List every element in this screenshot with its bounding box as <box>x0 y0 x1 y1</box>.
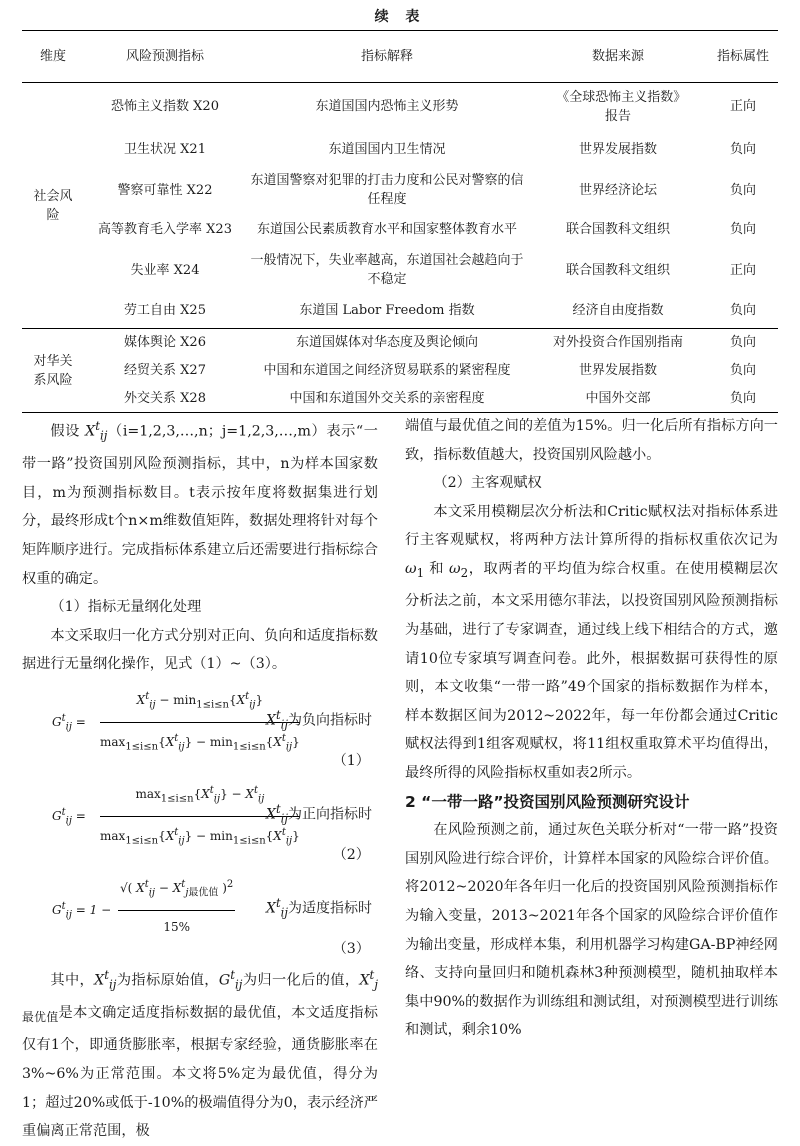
explanation-cell: 中国和东道国外交关系的亲密程度 <box>246 385 528 413</box>
explanation-cell: 东道国国内恐怖主义形势 <box>315 99 459 115</box>
explanation-cell: 一般情况下，失业率越高，东道国社会越趋向于不稳定 <box>250 253 524 287</box>
paragraph: 其中，$X^t_{ij}$为指标原始值，$G^t_{ij}$为归一化后的值，$X^t_{j最优值}$是本文确定适度指标数据的最优值，本文适度指标仅有1个，即通货膨胀率，根据专家经验，通货膨胀率在3%~6%为正常范围。本文将5%定为最优值，得分为1；超过20%或低于-10%的极端值得分为0，表示经济严重偏离正常范围，极 <box>22 967 378 1140</box>
header-explanation: 指标解释 <box>246 31 528 83</box>
attribute-cell: 负向 <box>708 293 778 329</box>
header-dimension: 维度 <box>22 31 84 83</box>
indicator-cell: 警察可靠性 X22 <box>117 182 213 198</box>
table-row <box>22 83 778 131</box>
risk-indicator-table <box>22 30 778 413</box>
right-column <box>405 412 778 1045</box>
attribute-cell: 负向 <box>729 182 756 198</box>
source-cell: 《全球恐怖主义指数》报告 <box>556 89 680 124</box>
source-cell: 经济自由度指数 <box>528 293 708 329</box>
paragraph: 端值与最优值之间的差值为15%。归一化后所有指标方向一致，指标数值越大，投资国别风险越小。 <box>405 418 778 463</box>
indicator-cell: 经贸关系 X27 <box>124 363 206 378</box>
dimension-cell: 对华关系风险 <box>22 329 84 413</box>
paragraph: 在风险预测之前，通过灰色关联分析对“一带一路”投资国别风险进行综合评价，计算样本国家的风险综合评价值。将2012~2020年各年归一化后的投资国别风险预测指标作为输入变量，2013~2021年各个国家的风险综合评价值作为输出变量，形成样本集，利用机器学习构建GA-BP神经网络、支持向量回归和随机森林3种预测模型，随机抽取样本集中90%的数据作为训练组和测试组，对预测模型进行训练和测试，剩余10% <box>405 822 778 1039</box>
indicator-cell: 劳工自由 X25 <box>84 293 246 329</box>
attribute-cell: 负向 <box>729 363 756 378</box>
indicator-cell: 卫生状况 X21 <box>124 142 206 157</box>
attribute-cell: 正向 <box>729 262 756 278</box>
equation-number: （2） <box>332 846 370 863</box>
paragraph: 假设 $X^t_{ij}(i=1,2,3,\dots,n$；j=1,2,3,…,m）表示“一带一路”投资国别风险预测指标，其中，n为样本国家数目，m为预测指标数目。t表示按年度将数据集进行划分，最终形成t个n×m维数值矩阵，数据处理将针对每个矩阵顺序进行。完成指标体系建立后还需要进行指标综合权重的确定。 <box>22 419 378 587</box>
attribute-cell: 正向 <box>729 99 756 115</box>
subheading: （2）主客观赋权 <box>433 475 542 492</box>
header-attribute: 指标属性 <box>708 31 778 83</box>
table-row <box>22 293 778 329</box>
indicator-cell: 媒体舆论 X26 <box>124 335 206 351</box>
attribute-cell: 负向 <box>729 142 756 157</box>
table-row <box>22 248 778 293</box>
table-row <box>22 212 778 248</box>
equation-number: （1） <box>332 752 370 769</box>
equation-3: $G^t_{ij} = 1$ − √( $X^t_{ij} - X^t_{j最优值}$ )$^2$ 15% $X^t_{ij}$为适度指标时 <box>22 867 378 937</box>
source-cell: 联合国教科文组织 <box>565 262 670 278</box>
paragraph: 本文采用模糊层次分析法和Critic赋权法对指标体系进行主客观赋权，将两种方法计算所得的指标权重依次记为 $\omega_1$ 和 $\omega_2$，取两者的平均值为综合权重。在使用模糊层次分析法之前，本文采用德尔菲法，以投资国别风险预测指标为基础，进行了专家调查，通过线上线下相结合的方式，邀请10位专家填写调查问卷。此外，根据数据可获得性的原则，本文收集“一带一路”49个国家的指标数据作为样本，样本数据区间为2012~2022年，每一年份都会通过Critic赋权法得到1组客观赋权，将11组权重取算术平均值得出，最终所得的风险指标权重如表2所示。 <box>405 503 778 781</box>
left-column <box>22 412 378 1146</box>
explanation-cell: 东道国警察对犯罪的打击力度和公民对警察的信任程度 <box>250 173 524 207</box>
indicator-cell: 失业率 X24 <box>130 262 200 278</box>
explanation-cell: 中国和东道国之间经济贸易联系的紧密程度 <box>263 363 511 378</box>
attribute-cell: 负向 <box>708 385 778 413</box>
source-cell: 联合国教科文组织 <box>565 222 670 237</box>
table-row <box>22 131 778 169</box>
table-row <box>22 169 778 212</box>
table-row <box>22 357 778 385</box>
explanation-cell: 东道国公民素质教育水平和国家整体教育水平 <box>256 222 517 237</box>
table-row <box>22 385 778 413</box>
subheading: （1）指标无量纲化处理 <box>50 599 202 616</box>
source-cell: 对外投资合作国别指南 <box>552 335 683 351</box>
equation-2: $G^t_{ij}$ = $\max_{1\le i\le n}\{X^t_{ij}\} - X^t_{ij}$ $\max_{1\le i\le n}\{X^t_{ij}\} - \min_{1\le i\le n}\{X^t_{ij}\}$ $X^t_{ij}$为正向指标时 <box>22 773 378 843</box>
header-indicator: 风险预测指标 <box>84 31 246 83</box>
source-cell: 世界发展指数 <box>578 363 657 378</box>
dimension-cell: 社会风险 <box>22 83 84 329</box>
indicator-cell: 高等教育毛入学率 X23 <box>98 222 232 237</box>
attribute-cell: 负向 <box>729 222 756 237</box>
table-caption: 续 表 <box>374 9 426 25</box>
explanation-cell: 东道国媒体对华态度及舆论倾向 <box>295 335 478 351</box>
attribute-cell: 负向 <box>729 335 756 351</box>
source-cell: 中国外交部 <box>528 385 708 413</box>
equation-1: $G^t_{ij}$ = $X^t_{ij} - \min_{1\le i\le n}\{X^t_{ij}\}$ $\max_{1\le i\le n}\{X^t_{ij}\} - \min_{1\le i\le n}\{X^t_{ij}\}$ $X^t_{ij}$为负向指标时 <box>22 679 378 749</box>
section-heading: 2 “一带一路”投资国别风险预测研究设计 <box>405 792 690 811</box>
table-row <box>22 329 778 357</box>
paragraph: 本文采取归一化方式分别对正向、负向和适度指标数据进行无量纲化操作，见式（1）~（3）。 <box>22 627 378 673</box>
equation-number: （3） <box>332 940 370 957</box>
source-cell: 世界发展指数 <box>578 142 657 157</box>
indicator-cell: 恐怖主义指数 X20 <box>111 99 219 115</box>
header-source: 数据来源 <box>528 31 708 83</box>
source-cell: 世界经济论坛 <box>578 182 657 198</box>
indicator-cell: 外交关系 X28 <box>84 385 246 413</box>
explanation-cell: 东道国 Labor Freedom 指数 <box>246 293 528 329</box>
explanation-cell: 东道国国内卫生情况 <box>328 142 446 157</box>
